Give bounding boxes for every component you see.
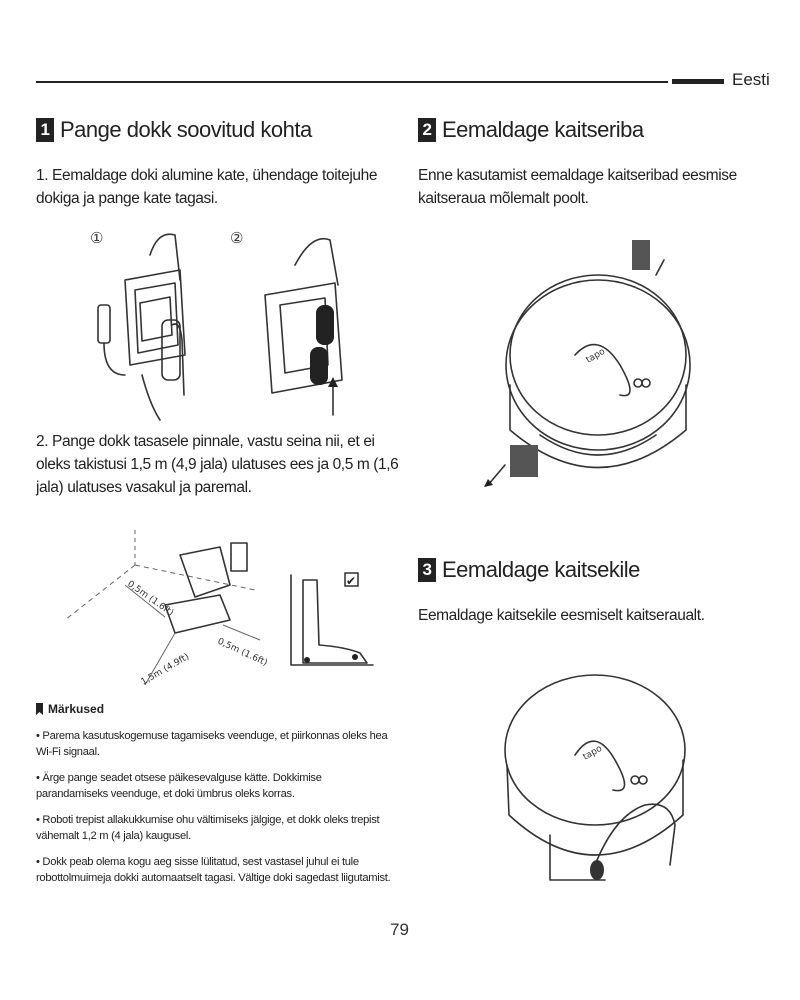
robot-film-illustration bbox=[495, 665, 695, 895]
language-label: Eesti bbox=[732, 70, 770, 89]
protective-strip-top bbox=[632, 240, 650, 270]
callout-1: ① bbox=[90, 229, 104, 247]
note-item: • Parema kasutuskogemuse tagamiseks veenduge, et piirkonnas oleks hea Wi-Fi signaal. bbox=[36, 730, 388, 758]
wall-socket-drawing bbox=[231, 543, 247, 571]
note-item: • Dokk peab olema kogu aeg sisse lülitatud, sest vastasel juhul ei tule robottolmuimeja dokki automaatselt tagasi. Vältige doki sagedast liigutamist. bbox=[36, 856, 391, 884]
section1-title bbox=[36, 117, 312, 143]
section1-title-text: Pange dokk soovitud kohta bbox=[60, 117, 312, 142]
section3-number: 3 bbox=[418, 558, 436, 582]
robot-strip-illustration bbox=[480, 235, 710, 515]
section2-title-text: Eemaldage kaitseriba bbox=[442, 117, 644, 142]
note-item: • Roboti trepist allakukkumise ohu vältimiseks jälgige, et dokk oleks trepist vähemalt 1,2 m (4 jala) kaugusel. bbox=[36, 814, 380, 842]
clearance-front-label: 1,5m (4.9ft) bbox=[139, 652, 192, 688]
section3-text: Eemaldage kaitsekile eesmiselt kaitseraualt. bbox=[418, 607, 705, 624]
check-mark: ✔ bbox=[346, 574, 357, 588]
section2-title bbox=[418, 117, 644, 143]
robot-logo: tapo bbox=[581, 743, 605, 763]
notes-list bbox=[36, 728, 396, 896]
bookmark-icon bbox=[36, 703, 43, 715]
section1-step2: 2. Pange dokk tasasele pinnale, vastu seina nii, et ei oleks takistusi 1,5 m (4,9 jala) ulatuses ees ja 0,5 m (1,6 jala) ulatuses vasakul ja paremal. bbox=[36, 433, 399, 496]
notes-title bbox=[36, 702, 104, 716]
callout-2: ② bbox=[230, 229, 244, 247]
note-item: • Ärge pange seadet otsese päikesevalguse kätte. Dokkimise parandamiseks veenduge, et doki ümbrus oleks korras. bbox=[36, 772, 322, 800]
clearance-left-label: 0,5m (1.6ft) bbox=[125, 579, 176, 619]
dock-closed-drawing bbox=[265, 239, 342, 415]
header-rule-accent bbox=[672, 79, 724, 84]
dock-clearance-illustration bbox=[55, 525, 385, 695]
section1-step1: 1. Eemaldage doki alumine kate, ühendage toitejuhe dokiga ja pange kate tagasi. bbox=[36, 167, 378, 207]
section2-number: 2 bbox=[418, 118, 436, 142]
notes-title-text: Märkused bbox=[48, 702, 105, 716]
dock-cover-illustration bbox=[80, 225, 380, 425]
section1-number: 1 bbox=[36, 118, 54, 142]
hand-drawing bbox=[595, 804, 675, 865]
dock-side-view-drawing bbox=[291, 573, 373, 665]
section3-title bbox=[418, 557, 640, 583]
dock-base-drawing bbox=[180, 547, 230, 597]
section3-title-text: Eemaldage kaitsekile bbox=[442, 557, 640, 582]
header-rule bbox=[36, 81, 668, 83]
dock-open-drawing bbox=[98, 234, 185, 420]
page-number: 79 bbox=[390, 920, 409, 939]
section2-text: Enne kasutamist eemaldage kaitseribad eesmise kaitseraua mõlemalt poolt. bbox=[418, 167, 737, 207]
robot-logo: tapo bbox=[584, 346, 608, 366]
clearance-right-label: 0,5m (1.6ft) bbox=[215, 636, 269, 669]
protective-strip-front bbox=[510, 445, 538, 477]
